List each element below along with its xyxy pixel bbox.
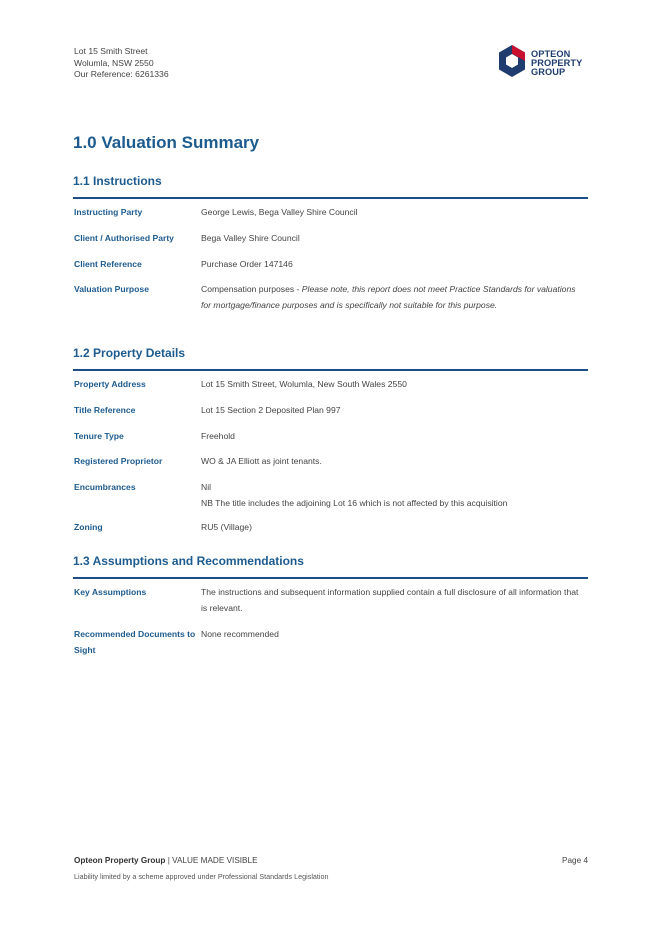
label-recommended-documents: Recommended Documents to Sight — [74, 629, 196, 655]
value-tenure-type: Freehold — [201, 431, 235, 441]
value-valuation-purpose — [201, 281, 586, 313]
company-logo — [497, 44, 597, 80]
label-registered-proprietor: Registered Proprietor — [74, 456, 163, 466]
section-rule — [73, 369, 588, 371]
value-client-reference: Purchase Order 147146 — [201, 259, 293, 269]
label-key-assumptions: Key Assumptions — [74, 587, 147, 597]
label-valuation-purpose: Valuation Purpose — [74, 284, 149, 294]
label-tenure-type: Tenure Type — [74, 431, 124, 441]
value-instructing-party: George Lewis, Bega Valley Shire Council — [201, 207, 358, 217]
page-title: 1.0 Valuation Summary — [73, 133, 260, 152]
value-title-reference: Lot 15 Section 2 Deposited Plan 997 — [201, 405, 341, 415]
footer-liability-note: Liability limited by a scheme approved under Professional Standards Legislation — [74, 872, 329, 881]
encumbrances-line-2: NB The title includes the adjoining Lot 16 which is not affected by this acquisition — [201, 498, 508, 508]
page-number: Page 4 — [562, 856, 588, 865]
address-line-1: Lot 15 Smith Street — [74, 46, 148, 56]
section-heading-instructions: 1.1 Instructions — [73, 174, 162, 188]
label-client: Client / Authorised Party — [74, 233, 174, 243]
label-property-address: Property Address — [74, 379, 146, 389]
label-title-reference: Title Reference — [74, 405, 136, 415]
footer-company-name: Opteon Property Group — [74, 856, 166, 865]
value-client: Bega Valley Shire Council — [201, 233, 300, 243]
label-instructing-party: Instructing Party — [74, 207, 143, 217]
value-recommended-documents: None recommended — [201, 629, 279, 639]
logo-line-1: OPTEON — [531, 49, 571, 59]
logo-line-2: PROPERTY — [531, 58, 583, 68]
logo-line-3: GROUP — [531, 67, 566, 77]
value-encumbrances — [201, 479, 586, 511]
footer-tagline: VALUE MADE VISIBLE — [172, 856, 258, 865]
logo-wordmark — [531, 50, 582, 77]
label-zoning: Zoning — [74, 522, 103, 532]
value-registered-proprietor: WO & JA Elliott as joint tenants. — [201, 456, 322, 466]
label-encumbrances: Encumbrances — [74, 482, 136, 492]
logo-hexagon-icon — [497, 44, 527, 78]
section-heading-property: 1.2 Property Details — [73, 346, 186, 360]
label-client-reference: Client Reference — [74, 259, 142, 269]
header-address — [74, 46, 169, 81]
encumbrances-line-1: Nil — [201, 482, 212, 492]
purpose-disclaimer: Please note, this report does not meet Practice Standards for valuations for mortgage/finance purposes and is specifically not suitable for this purpose. — [201, 284, 576, 310]
reference-line: Our Reference: 6261336 — [74, 69, 169, 79]
address-line-2: Wolumla, NSW 2550 — [74, 57, 154, 68]
value-key-assumptions: The instructions and subsequent information supplied contain a full disclosure of all information that is relevant. — [201, 587, 579, 613]
footer-separator: | — [167, 856, 170, 865]
footer-company — [74, 856, 258, 865]
value-zoning: RU5 (Village) — [201, 522, 252, 532]
section-rule — [73, 197, 588, 199]
value-property-address: Lot 15 Smith Street, Wolumla, New South Wales 2550 — [201, 379, 407, 389]
purpose-text: Compensation purposes - — [201, 284, 302, 294]
section-rule — [73, 577, 588, 579]
section-heading-assumptions: 1.3 Assumptions and Recommendations — [73, 554, 304, 568]
